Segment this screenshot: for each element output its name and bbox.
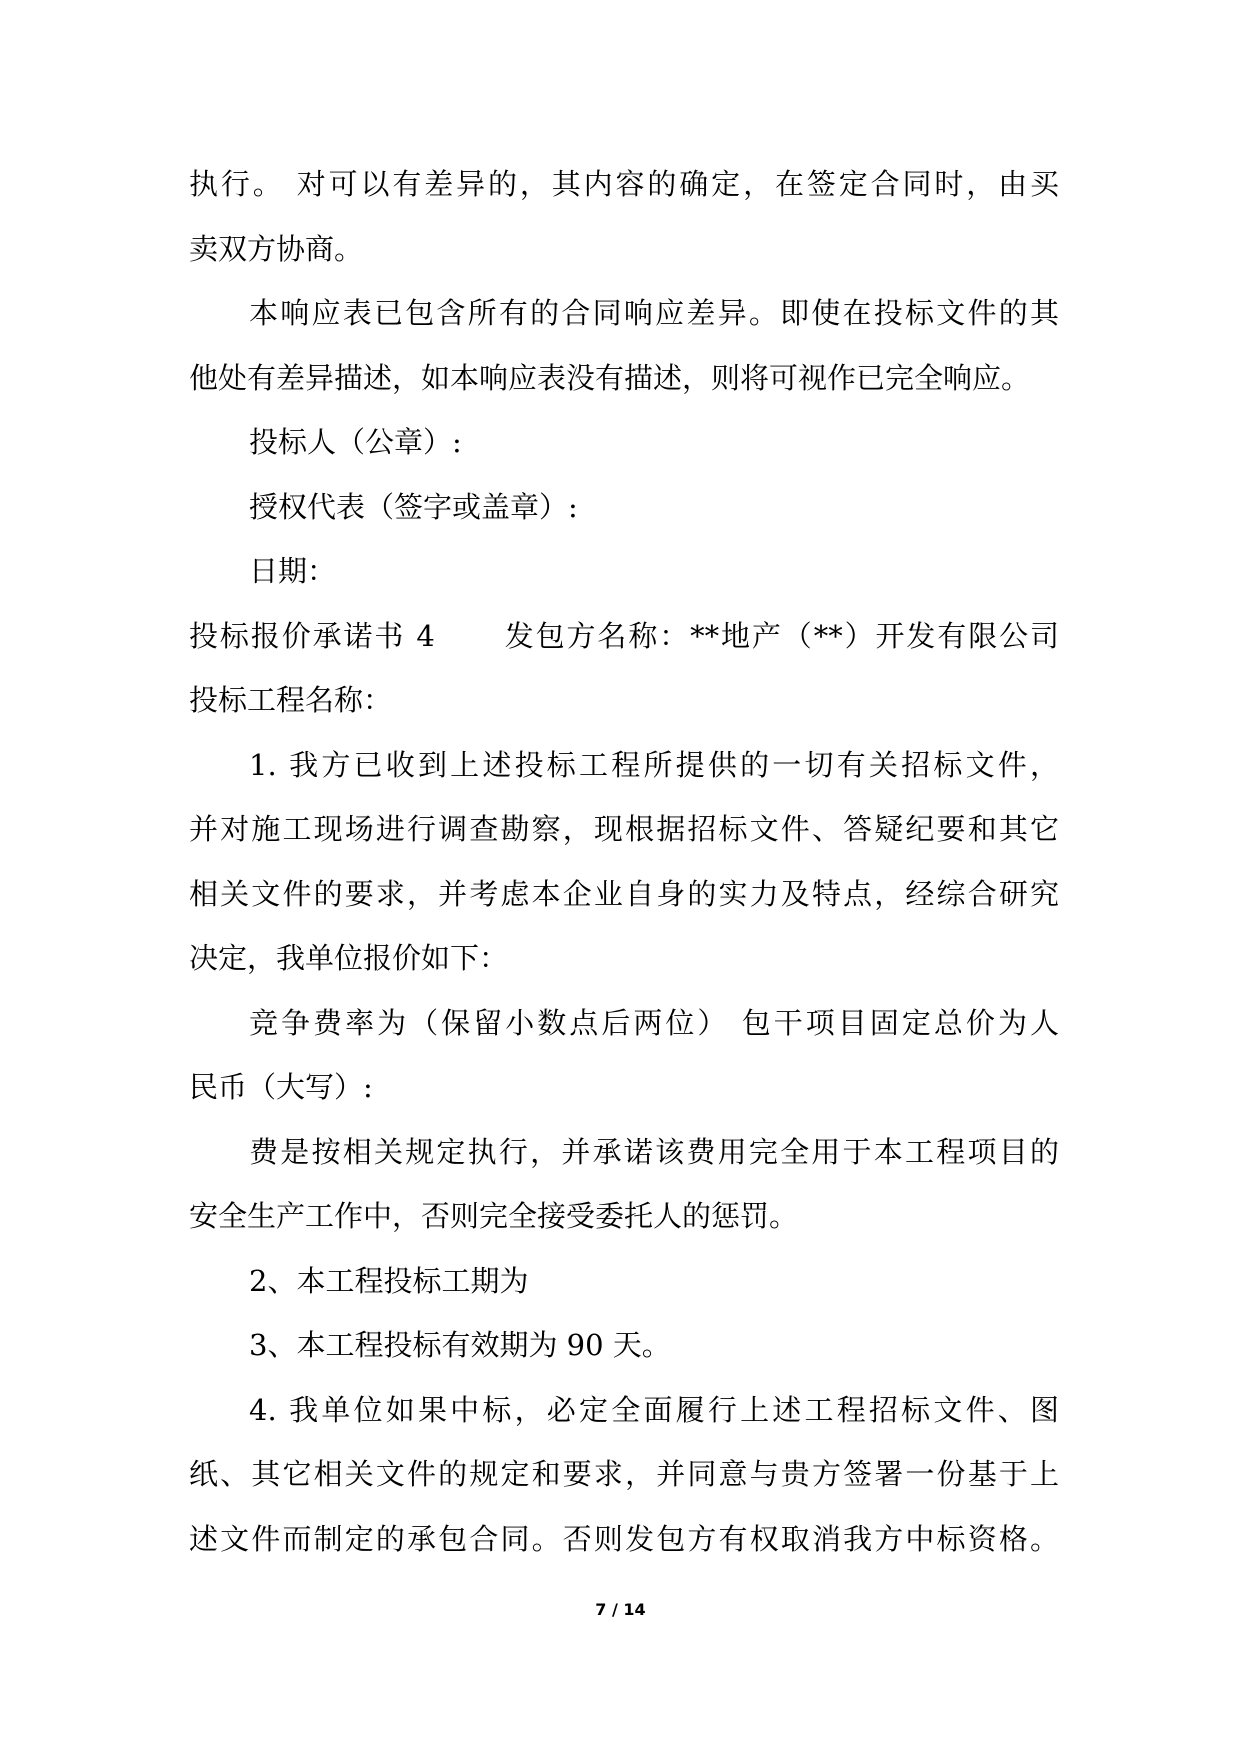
- paragraph-line: 竞争费率为（保留小数点后两位） 包干项目固定总价为人: [249, 1005, 1059, 1040]
- paragraph-line: 2、本工程投标工期为: [249, 1263, 529, 1298]
- text-line: 民币（大写）:: [189, 1070, 373, 1104]
- project-name-field: 投标工程名称：: [189, 683, 393, 717]
- signature-field-bidder: 投标人（公章）:: [249, 425, 462, 459]
- text-line: 执行。 对可以有差异的，其内容的确定，在签定合同时，由买: [189, 167, 1059, 201]
- paragraph-line: 4. 我单位如果中标，必定全面履行上述工程招标文件、图: [249, 1392, 1059, 1427]
- text-line: 并对施工现场进行调查勘察，现根据招标文件、答疑纪要和其它: [189, 812, 1059, 846]
- paragraph-line: 1. 我方已收到上述投标工程所提供的一切有关招标文件，: [249, 747, 1059, 782]
- paragraph-line: 3、本工程投标有效期为 90 天。: [249, 1328, 671, 1362]
- section-title: 投标报价承诺书 4: [189, 618, 435, 653]
- text-line: 纸、其它相关文件的规定和要求，并同意与贵方签署一份基于上: [189, 1457, 1059, 1491]
- text-line: 决定，我单位报价如下：: [189, 941, 509, 975]
- page-number: 7 / 14: [595, 1600, 646, 1619]
- text-line: 卖双方协商。: [189, 231, 364, 266]
- text-line: 他处有差异描述，如本响应表没有描述，则将可视作已完全响应。: [189, 360, 1031, 395]
- document-body: [189, 152, 1059, 1571]
- signature-field-date: 日期：: [249, 554, 337, 588]
- text-line: 相关文件的要求，并考虑本企业自身的实力及特点，经综合研究: [189, 876, 1059, 911]
- paragraph-line: 本响应表已包含所有的合同响应差异。即使在投标文件的其: [249, 296, 1059, 330]
- text-line: 安全生产工作中，否则完全接受委托人的惩罚。: [189, 1199, 799, 1233]
- paragraph-line: 费是按相关规定执行，并承诺该费用完全用于本工程项目的: [249, 1134, 1059, 1169]
- text-line: 述文件而制定的承包合同。否则发包方有权取消我方中标资格。: [189, 1521, 1059, 1556]
- heading-line: [189, 604, 1059, 669]
- signature-field-representative: 授权代表（签字或盖章）:: [249, 489, 578, 524]
- employer-name: 发包方名称：**地产（**）开发有限公司: [502, 618, 1059, 653]
